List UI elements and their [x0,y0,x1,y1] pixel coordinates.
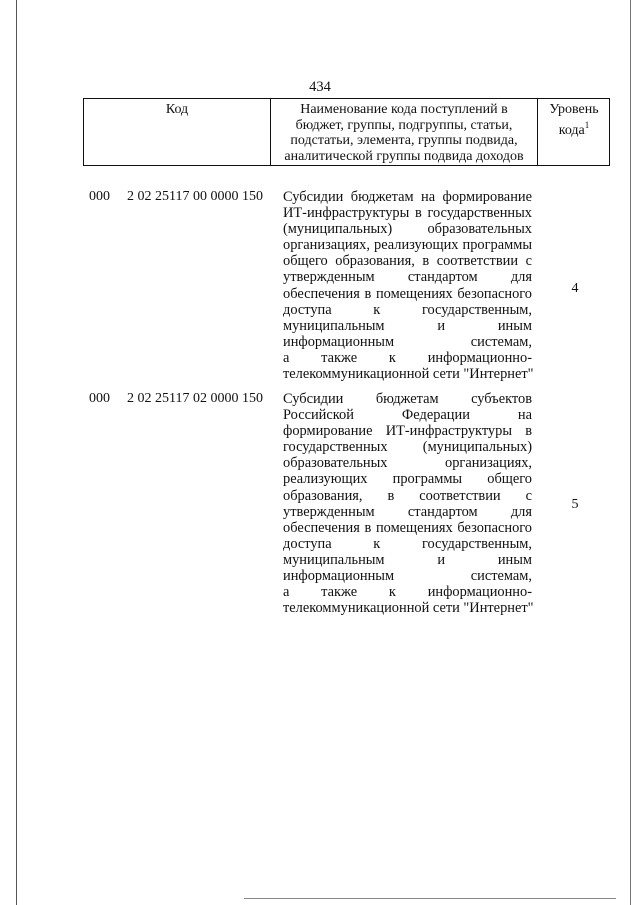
row-name-line: доступа к государственным, [283,301,532,318]
row-prefix: 000 [89,189,110,204]
row-name [283,189,532,382]
row-name-line: муниципальным и иным [283,551,532,568]
table-header [83,98,610,166]
page-number: 434 [309,79,331,95]
row-name-line: (муниципальных) образовательных [283,221,532,238]
row-prefix: 000 [89,391,110,406]
row-name-line: организациях, реализующих программы [283,237,532,254]
row-name-line: утвержденным стандартом для [283,503,532,520]
row-name-line: обеспечения в помещениях безопасного [283,285,532,302]
row-name-line: информационным системам, [283,568,532,585]
row-name [283,391,532,616]
row-name-line: Российской Федерации на [283,407,532,424]
row-name-line: Субсидии бюджетам субъектов [283,391,532,407]
row-level: 5 [571,497,579,512]
header-level-word: кода [558,122,585,138]
header-name-line: бюджет, группы, подгруппы, статьи, [295,117,513,133]
row-name-line: а также к информационно- [283,584,532,601]
row-name-line: ИТ-инфраструктуры в государственных [283,205,532,222]
scan-edge-right [630,0,631,905]
row-name-line: телекоммуникационной сети "Интернет" [283,366,534,383]
row-code: 2 02 25117 00 0000 150 [127,189,263,204]
header-level-line [538,118,610,139]
row-name-line: телекоммуникационной сети "Интернет" [283,600,534,617]
header-level-line: Уровень [549,102,599,117]
row-name-line: информационным системам, [283,333,532,350]
row-name-line: обеспечения в помещениях безопасного [283,519,532,536]
row-name-line: образовательных организациях, [283,455,532,472]
header-name-line: подстатьи, элемента, группы подвида, [290,133,518,148]
row-code: 2 02 25117 02 0000 150 [127,391,263,406]
row-name-line: формирование ИТ-инфраструктуры в [283,423,532,440]
header-name-line: Наименование кода поступлений в [300,102,508,117]
row-name-line: государственных (муниципальных) [283,439,532,456]
row-name-line: муниципальным и иным [283,317,532,334]
scan-edge-bottom [244,898,616,899]
row-name-line: образования, в соответствии с [283,487,532,504]
header-name-line: аналитической группы подвида доходов [284,148,524,164]
row-name-line: Субсидии бюджетам на формирование [283,189,532,205]
row-name-line: а также к информационно- [283,349,532,366]
header-name [271,102,537,164]
row-name-line: утвержденным стандартом для [283,269,532,286]
row-level: 4 [571,281,579,296]
row-name-line: реализующих программы общего [283,471,532,488]
header-code: Код [165,102,189,117]
footnote-marker: 1 [584,119,590,130]
scan-edge-left [16,0,17,905]
row-name-line: общего образования, в соответствии с [283,253,532,270]
row-name-line: доступа к государственным, [283,535,532,552]
header-level [538,102,610,138]
